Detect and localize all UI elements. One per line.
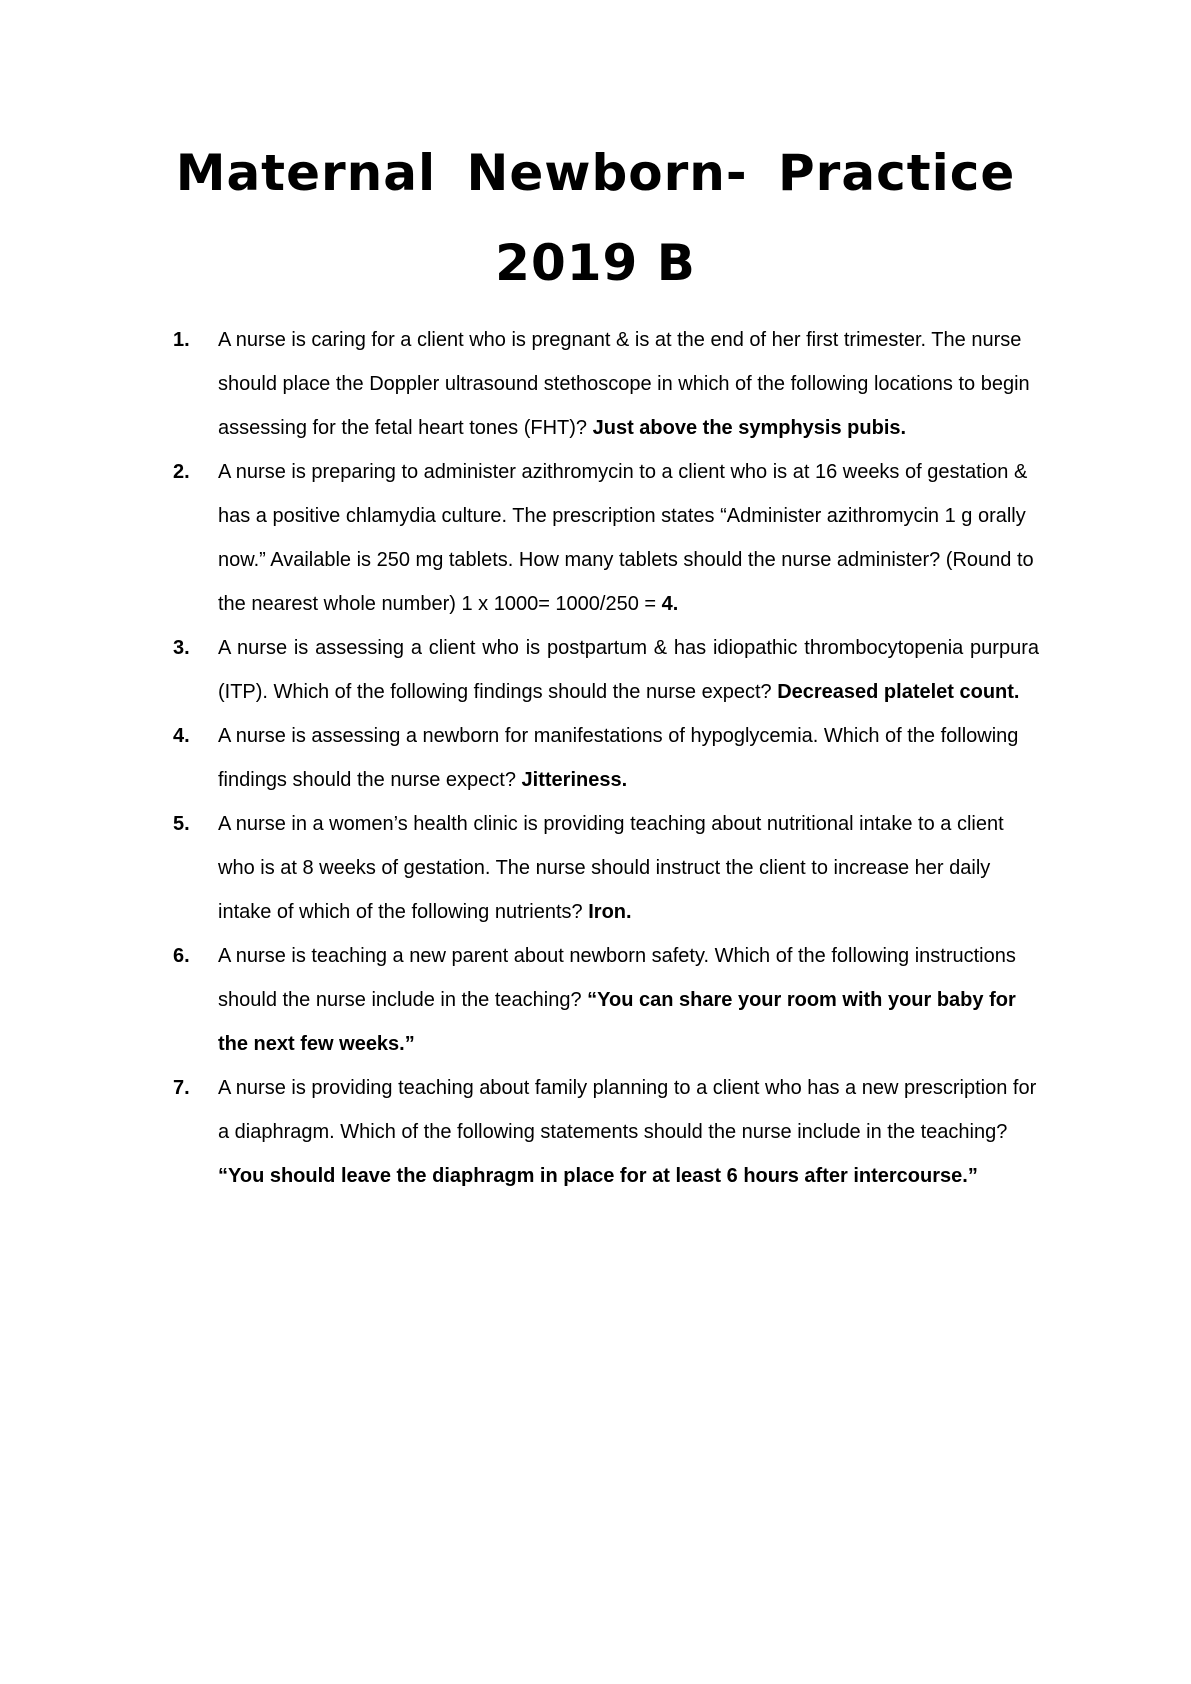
question-text: A nurse is caring for a client who is pregnant & is at the end of her first trimester. The nurse should place the Doppler ultrasound stethoscope in which of the following locations to begin assessing for the fetal heart tones (FHT)? bbox=[218, 329, 1030, 439]
question-number: 7. bbox=[173, 1077, 190, 1099]
question-text: A nurse is assessing a client who is postpartum & has idiopathic thrombocytopenia purpura (ITP). Which of the following findings should the nurse expect? bbox=[218, 637, 1039, 703]
question-answer: Just above the symphysis pubis. bbox=[592, 417, 907, 439]
question-item-1 bbox=[173, 318, 1039, 450]
question-text: A nurse is assessing a newborn for manifestations of hypoglycemia. Which of the following findings should the nurse expect? bbox=[218, 725, 1019, 791]
question-item-6 bbox=[173, 934, 1039, 1066]
question-answer: Decreased platelet count. bbox=[777, 681, 1020, 703]
question-item-2 bbox=[173, 450, 1039, 626]
question-text-block bbox=[218, 626, 1039, 714]
question-answer: Jitteriness. bbox=[521, 769, 628, 791]
question-text-block bbox=[218, 714, 1039, 802]
question-item-4 bbox=[173, 714, 1039, 802]
question-item-7 bbox=[173, 1066, 1039, 1198]
question-number: 3. bbox=[173, 637, 190, 659]
question-text-block bbox=[218, 802, 1039, 934]
question-text: A nurse in a women’s health clinic is providing teaching about nutritional intake to a client who is at 8 weeks of gestation. The nurse should instruct the client to increase her daily intake of which of the following nutrients? bbox=[218, 813, 1004, 923]
question-number: 4. bbox=[173, 725, 190, 747]
question-text-block bbox=[218, 318, 1039, 450]
question-number: 2. bbox=[173, 461, 190, 483]
question-text: A nurse is preparing to administer azithromycin to a client who is at 16 weeks of gestation & has a positive chlamydia culture. The prescription states “Administer azithromycin 1 g orally now.” Available is 250 mg tablets. How many tablets should the nurse administer? (Round to the nearest whole number) 1 x 1000= 1000/250 = bbox=[218, 461, 1034, 615]
question-text-block bbox=[218, 934, 1039, 1066]
question-text: A nurse is providing teaching about family planning to a client who has a new prescription for a diaphragm. Which of the following statements should the nurse include in the teaching? bbox=[218, 1077, 1037, 1143]
document-title-line-2: 2019 B bbox=[495, 234, 696, 292]
question-list bbox=[173, 318, 1039, 1198]
question-number: 6. bbox=[173, 945, 190, 967]
question-item-5 bbox=[173, 802, 1039, 934]
question-text: A nurse is teaching a new parent about newborn safety. Which of the following instructions should the nurse include in the teaching? bbox=[218, 945, 1016, 1011]
question-text-block bbox=[218, 1066, 1039, 1198]
question-answer: “You should leave the diaphragm in place for at least 6 hours after intercourse.” bbox=[218, 1165, 978, 1187]
question-answer: “You can share your room with your baby for the next few weeks.” bbox=[218, 989, 1016, 1055]
document-title-line-1: Maternal Newborn- Practice bbox=[175, 144, 1016, 202]
question-answer: Iron. bbox=[588, 901, 632, 923]
question-answer: 4. bbox=[661, 593, 679, 615]
question-number: 5. bbox=[173, 813, 190, 835]
question-number: 1. bbox=[173, 329, 190, 351]
question-text-block bbox=[218, 450, 1039, 626]
question-item-3 bbox=[173, 626, 1039, 714]
